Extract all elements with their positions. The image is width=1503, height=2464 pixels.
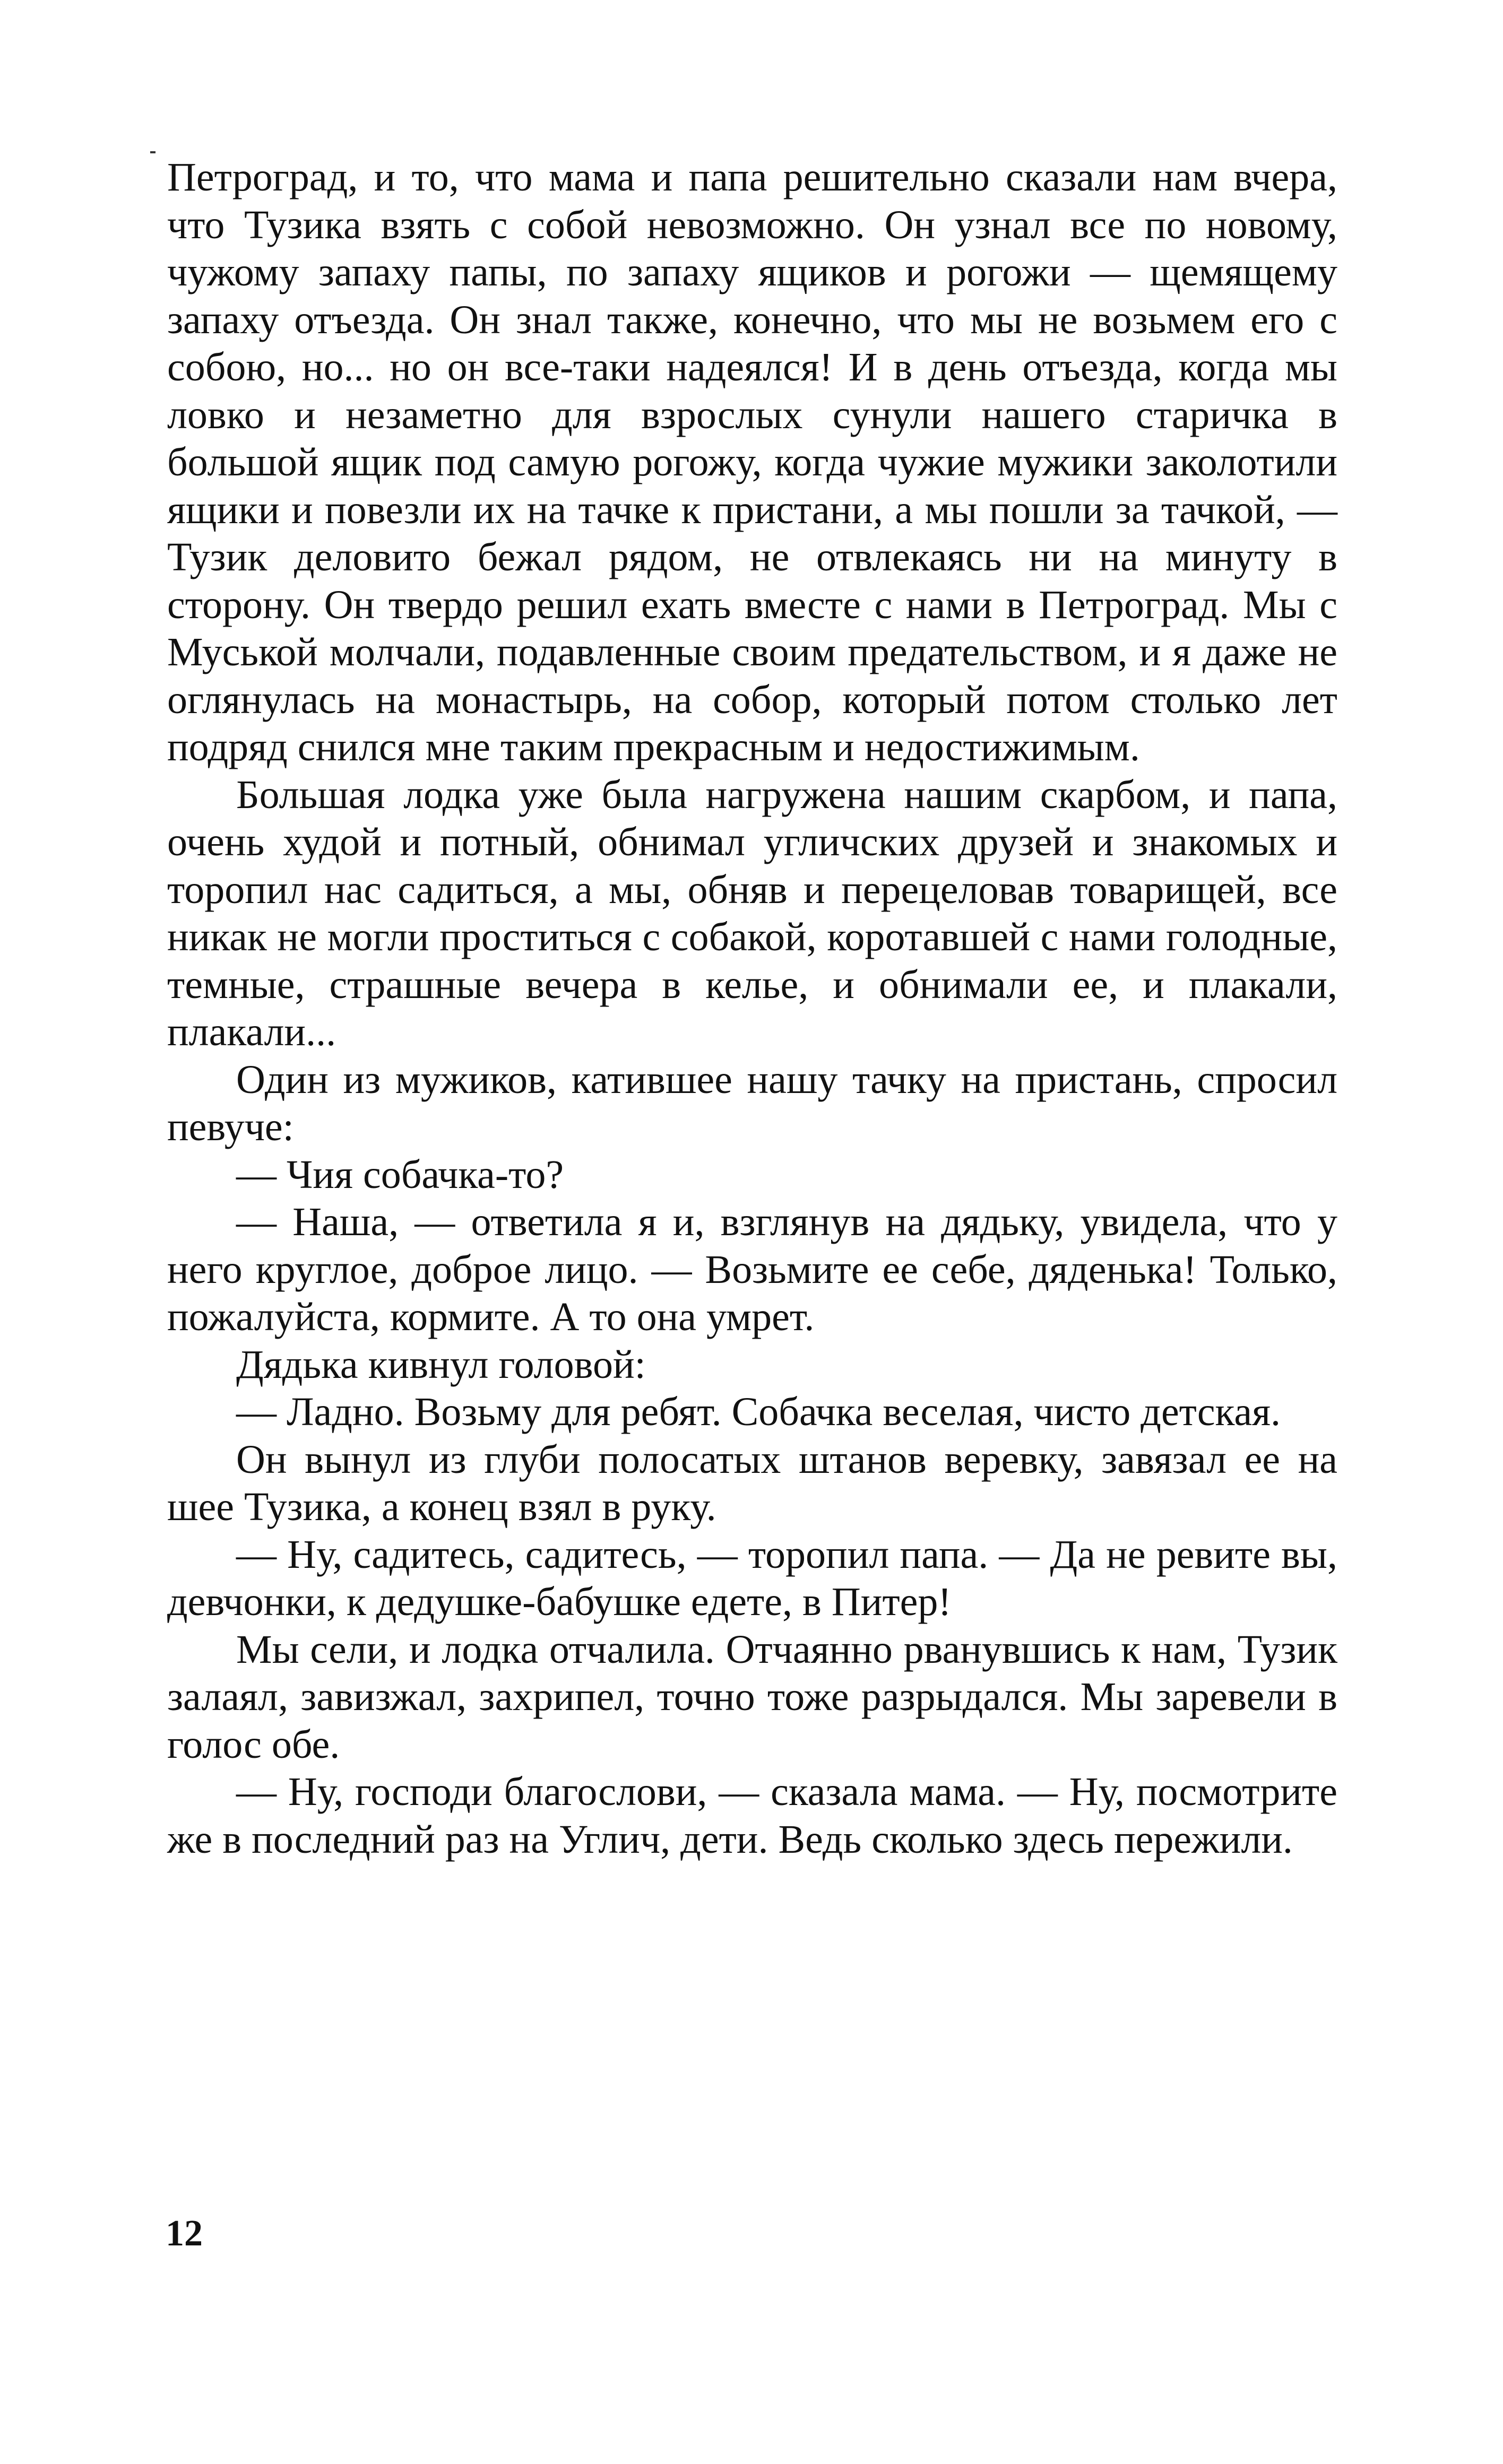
paragraph: Один из мужиков, катившее нашу тачку на пристань, спросил певуче:: [167, 1057, 1337, 1149]
dialogue-line: — Ну, господи благослови, — сказала мама. — Ну, посмотрите же в последний раз на Углич, дети. Ведь сколько здесь пережили.: [167, 1769, 1337, 1862]
paragraph: Большая лодка уже была нагружена нашим скарбом, и папа, очень худой и потный, обнимал угличских друзей и знакомых и торопил нас садиться, а мы, обняв и перецеловав товарищей, все никак не могли проститься с собакой, коротавшей с нами голодные, темные, страшные вечера в келье, и обнимали ее, и плакали, плакали...: [167, 772, 1337, 1054]
margin-mark: [150, 151, 156, 153]
paragraph: Петроград, и то, что мама и папа решительно сказали нам вчера, что Тузика взять с собой невозможно. Он узнал все по новому, чужому запаху папы, по запаху ящиков и рогожи — щемящему запаху отъезда. Он знал также, конечно, что мы не возьмем его с собою, но... но он все-таки надеялся! И в день отъезда, когда мы ловко и незаметно для взрослых сунули нашего старичка в большой ящик под самую рогожу, когда чужие мужики заколотили ящики и повезли их на тачке к пристани, а мы пошли за тачкой, — Тузик деловито бежал рядом, не отвлекаясь ни на минуту в сторону. Он твердо решил ехать вместе с нами в Петроград. Мы с Муськой молчали, подавленные своим предательством, и я даже не оглянулась на монастырь, на собор, который потом столько лет подряд снился мне таким прекрасным и недостижимым.: [167, 155, 1337, 769]
body-text: [167, 154, 1337, 1863]
paragraph: Мы сели, и лодка отчалила. Отчаянно рванувшись к нам, Тузик залаял, завизжал, захрипел, точно тоже разрыдался. Мы заревели в голос обе.: [167, 1627, 1337, 1767]
paragraph: Он вынул из глуби полосатых штанов веревку, завязал ее на шее Тузика, а конец взял в руку.: [167, 1437, 1337, 1529]
page-number: 12: [166, 2213, 203, 2254]
dialogue-line: — Наша, — ответила я и, взглянув на дядьку, увидела, что у него круглое, доброе лицо. — Возьмите ее себе, дяденька! Только, пожалуйста, кормите. А то она умрет.: [167, 1200, 1337, 1339]
dialogue-line: — Ну, садитесь, садитесь, — торопил папа. — Да не ревите вы, девчонки, к дедушке-бабушке едете, в Питер!: [167, 1532, 1337, 1624]
dialogue-line: — Чия собачка-то?: [236, 1152, 564, 1197]
dialogue-line: — Ладно. Возьму для ребят. Собачка веселая, чисто детская.: [236, 1390, 1281, 1434]
paragraph: Дядька кивнул головой:: [236, 1342, 646, 1387]
